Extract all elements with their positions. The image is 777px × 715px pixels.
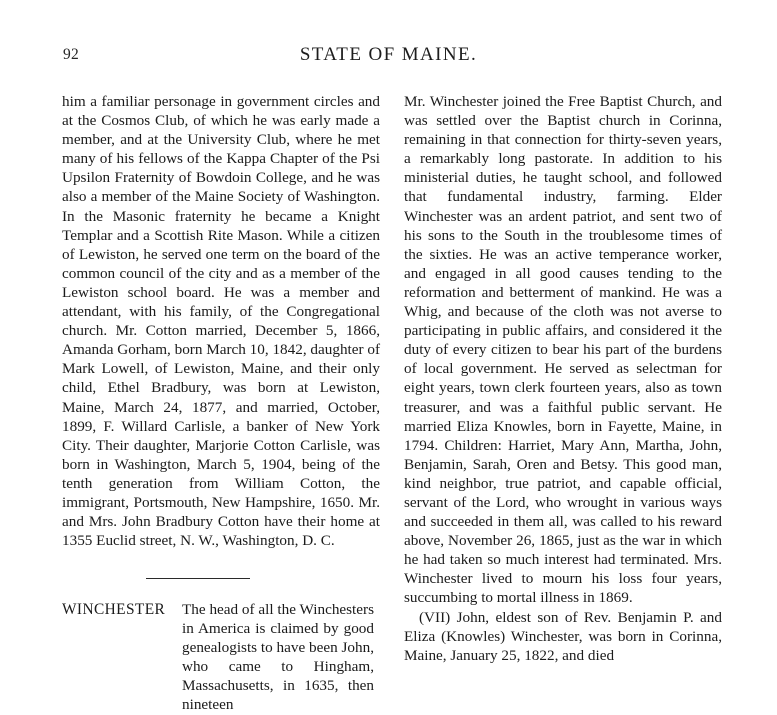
page-number: 92: [63, 46, 80, 63]
running-head: STATE OF MAINE.: [299, 44, 478, 65]
left-paragraph-1: him a familiar personage in government circles and at the Cosmos Club, of which he was early made a member, and at the University Club, where he met many of his fellows of the Kappa Chapter of the Psi Upsilon Fraternity of Bowdoin College, and he was also a member of the Maine Society of Washington. In the Masonic fraternity he became a Knight Templar and a Scottish Rite Mason. While a citizen of Lewiston, he served one term on the board of the common council of the city and as a member of the Lewiston school board. He was a member and attendant, with his family, of the Congregational church. Mr. Cotton married, December 5, 1866, Amanda Gorham, born March 10, 1842, daughter of Mark Lowell, of Lewiston, Maine, and their only child, Ethel Bradbury, was born at Lewiston, Maine, March 24, 1877, and married, October, 1899, F. Willard Carlisle, a banker of New York City. Their daughter, Marjorie Cotton Carlisle, was born in Washington, March 5, 1904, being of the tenth generation from William Cotton, the immigrant, Portsmouth, New Hampshire, 1650. Mr. and Mrs. John Bradbury Cotton have their home at 1355 Euclid street, N. W., Washington, D. C.: [62, 93, 381, 550]
page-header: [0, 44, 777, 68]
entry-headword: WINCHESTER: [62, 601, 166, 618]
entry-headword-block: [62, 600, 380, 715]
entry-headword-paragraph: The head of all the Winchesters in America is claimed by good genealogists to have been John, who came to Hingham, Massachusetts, in 1635, then nineteen: [182, 601, 374, 714]
left-column: [62, 92, 380, 550]
right-paragraph-2: (VII) John, eldest son of Rev. Benjamin P. and Eliza (Knowles) Winchester, was born in Corinna, Maine, January 25, 1822, and died: [404, 608, 722, 664]
right-column: [404, 92, 722, 665]
section-divider-rule: [146, 578, 250, 579]
right-paragraph-1: Mr. Winchester joined the Free Baptist Church, and was settled over the Baptist church in Corinna, remaining in that connection for thirty-seven years, a remarkably long pastorate. In addition to his ministerial duties, he taught school, and followed that fundamental industry, farming. Elder Winchester was an ardent patriot, and sent two of his sons to the South in the troublesome times of the sixties. He was an active temperance worker, and engaged in all good causes tending to the reformation and betterment of mankind. He was a Whig, and because of the cloth was not averse to participating in public affairs, and considered it the duty of every citizen to bear his part of the burdens of local government. He served as selectman for eight years, town clerk fourteen years, also as town treasurer, and was a faithful public servant. He married Eliza Knowles, born in Fayette, Maine, in 1794. Children: Harriet, Mary Ann, Martha, John, Benjamin, Sarah, Oren and Betsy. This good man, kind neighbor, true patriot, and capable official, servant of the Lord, who wrought in various ways and succeeded in them all, was called to his reward above, November 26, 1865, just as the war in which he had taken so much interest had terminated. Mrs. Winchester lived to mourn his loss four years, succumbing to mortal illness in 1869.: [404, 93, 722, 607]
